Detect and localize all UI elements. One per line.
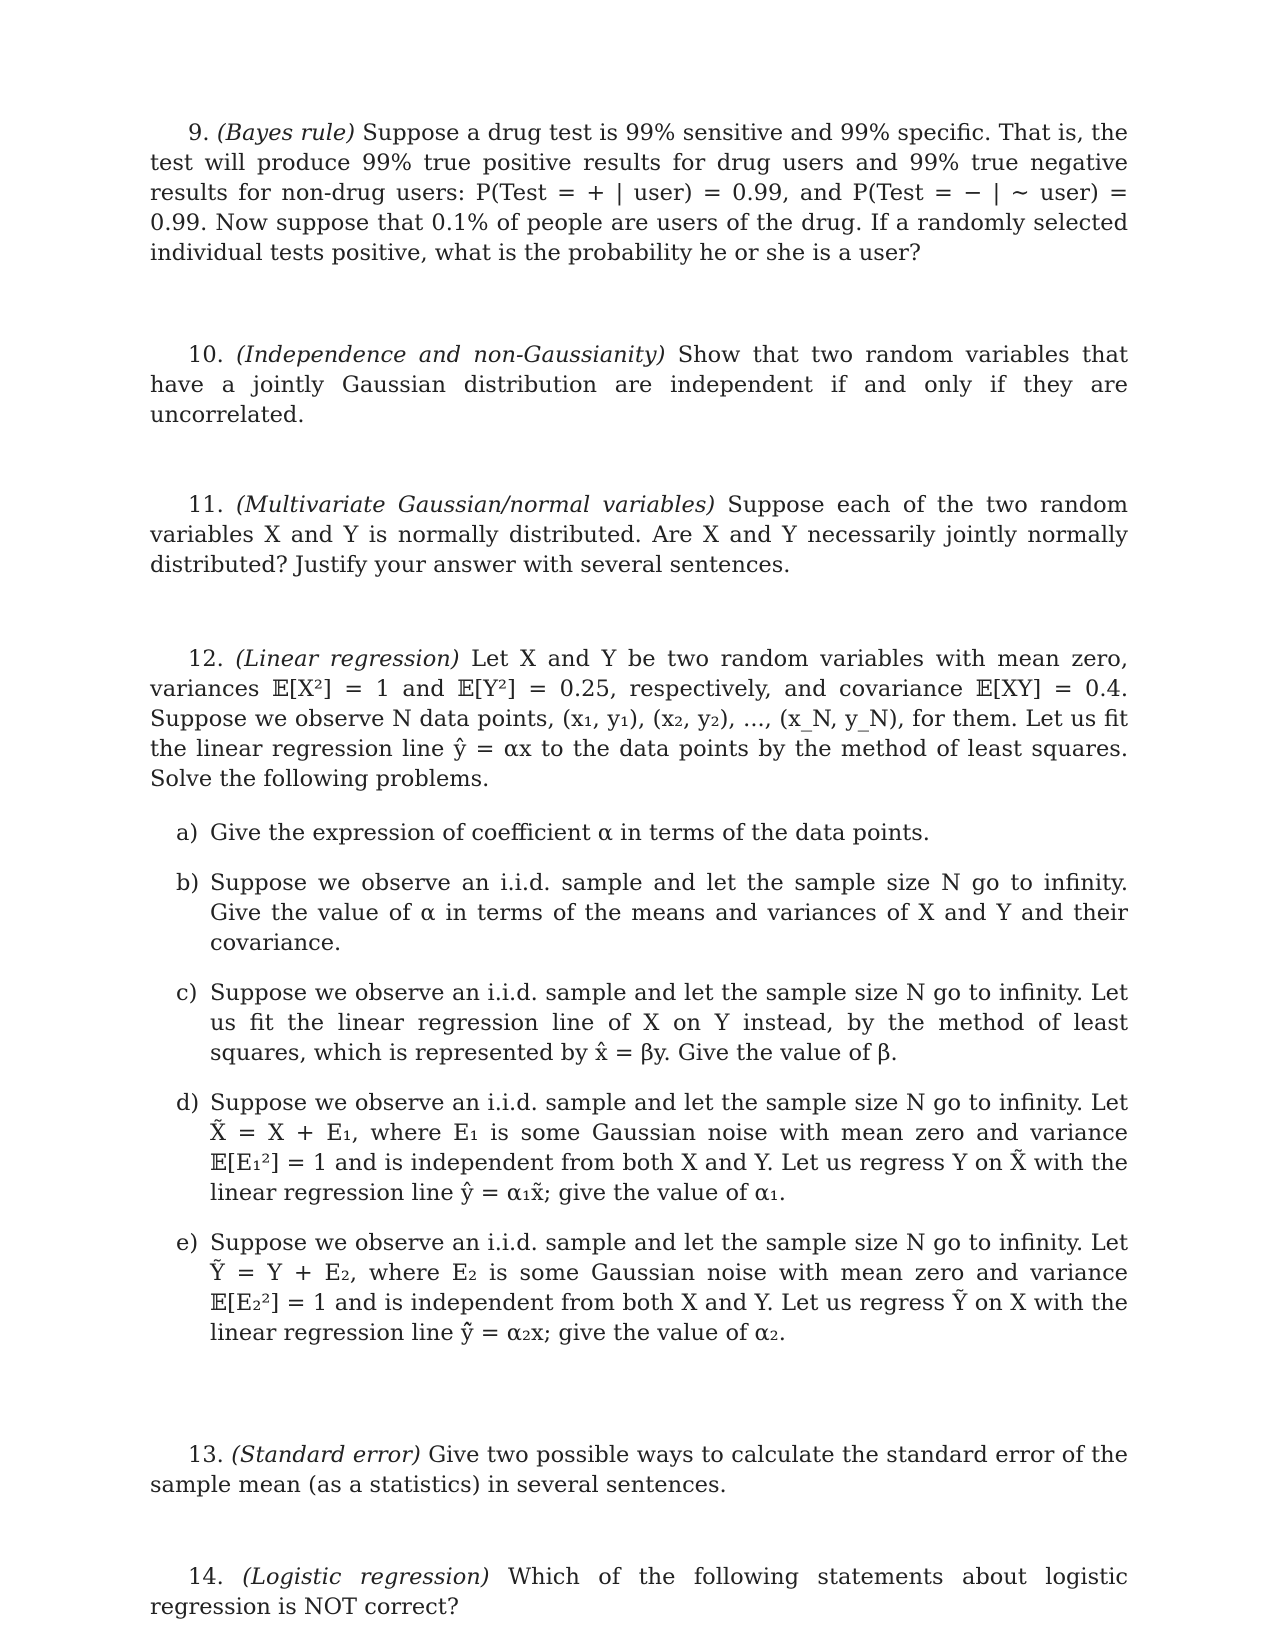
problem-11 xyxy=(150,490,1128,580)
problem-12 xyxy=(150,644,1128,794)
subproblem-text: Suppose we observe an i.i.d. sample and let the sample size N go to infinity. Let Ỹ = Y + E₂, where E₂ is some Gaussian noise with mean zero and variance 𝔼[E₂²] = 1 and is independent from both X and Y. Let us regress Ỹ on X with the linear regression line ŷ̃ = α₂x; give the value of α₂. xyxy=(210,1230,1128,1346)
problem-number: 11. xyxy=(188,492,224,518)
problem-13 xyxy=(150,1440,1128,1500)
subproblem-label: c) xyxy=(176,980,198,1006)
subproblem-d xyxy=(176,1088,1128,1208)
problem-topic: (Independence and non-Gaussianity) xyxy=(236,342,666,368)
problem-topic: (Linear regression) xyxy=(235,646,460,672)
subproblem-text: Give the expression of coefficient α in terms of the data points. xyxy=(210,820,930,846)
subproblem-text: Suppose we observe an i.i.d. sample and let the sample size N go to infinity. Let us fit the linear regression line of X on Y instead, by the method of least squares, which is represented by x̂ = βy. Give the value of β. xyxy=(210,980,1128,1066)
problem-topic: (Multivariate Gaussian/normal variables) xyxy=(236,492,716,518)
subproblem-a xyxy=(176,818,1128,848)
problem-text: Suppose each of the two random variables X and Y is normally distributed. Are X and Y necessarily jointly normally distributed? Justify your answer with several sentences. xyxy=(150,492,1128,578)
subproblem-label: e) xyxy=(176,1230,199,1256)
problem-text: Suppose a drug test is 99% sensitive and 99% specific. That is, the test will produce 99% true positive results for drug users and 99% true negative results for non-drug users: P(Test = + | user) = 0.99, and P(Test = − | ∼ user) = 0.99. Now suppose that 0.1% of people are users of the drug. If a randomly selected individual tests positive, what is the probability he or she is a user? xyxy=(150,120,1128,266)
subproblem-b xyxy=(176,868,1128,958)
problem-number: 12. xyxy=(188,646,224,672)
subproblem-label: b) xyxy=(176,870,200,896)
problem-text: Which of the following statements about logistic regression is NOT correct? xyxy=(150,1564,1128,1620)
problem-text: Let X and Y be two random variables with mean zero, variances 𝔼[X²] = 1 and 𝔼[Y²] = 0.25, respectively, and covariance 𝔼[XY] = 0.4. Suppose we observe N data points, (x₁, y₁), (x₂, y₂), ..., (x_N, y_N), for them. Let us fit the linear regression line ŷ = αx to the data points by the method of least squares. Solve the following problems. xyxy=(150,646,1128,792)
problem-10 xyxy=(150,340,1128,430)
problem-topic: (Standard error) xyxy=(231,1442,421,1468)
problem-number: 14. xyxy=(188,1564,224,1590)
subproblem-label: d) xyxy=(176,1090,200,1116)
subproblem-text: Suppose we observe an i.i.d. sample and let the sample size N go to infinity. Give the value of α in terms of the means and variances of X and Y and their covariance. xyxy=(210,870,1128,956)
problem-14 xyxy=(150,1562,1128,1622)
document-page xyxy=(150,118,1128,1622)
problem-12-parts xyxy=(176,818,1128,1348)
subproblem-e xyxy=(176,1228,1128,1348)
problem-text: Give two possible ways to calculate the standard error of the sample mean (as a statistics) in several sentences. xyxy=(150,1442,1128,1498)
problem-number: 13. xyxy=(188,1442,224,1468)
problem-9 xyxy=(150,118,1128,268)
subproblem-label: a) xyxy=(176,820,199,846)
problem-topic: (Bayes rule) xyxy=(216,120,356,146)
problem-number: 9. xyxy=(188,120,210,146)
problem-text: Show that two random variables that have a jointly Gaussian distribution are independent if and only if they are uncorrelated. xyxy=(150,342,1128,428)
problem-number: 10. xyxy=(188,342,224,368)
problem-topic: (Logistic regression) xyxy=(242,1564,490,1590)
subproblem-c xyxy=(176,978,1128,1068)
subproblem-text: Suppose we observe an i.i.d. sample and let the sample size N go to infinity. Let X̃ = X + E₁, where E₁ is some Gaussian noise with mean zero and variance 𝔼[E₁²] = 1 and is independent from both X and Y. Let us regress Y on X̃ with the linear regression line ŷ = α₁x̃; give the value of α₁. xyxy=(210,1090,1128,1206)
